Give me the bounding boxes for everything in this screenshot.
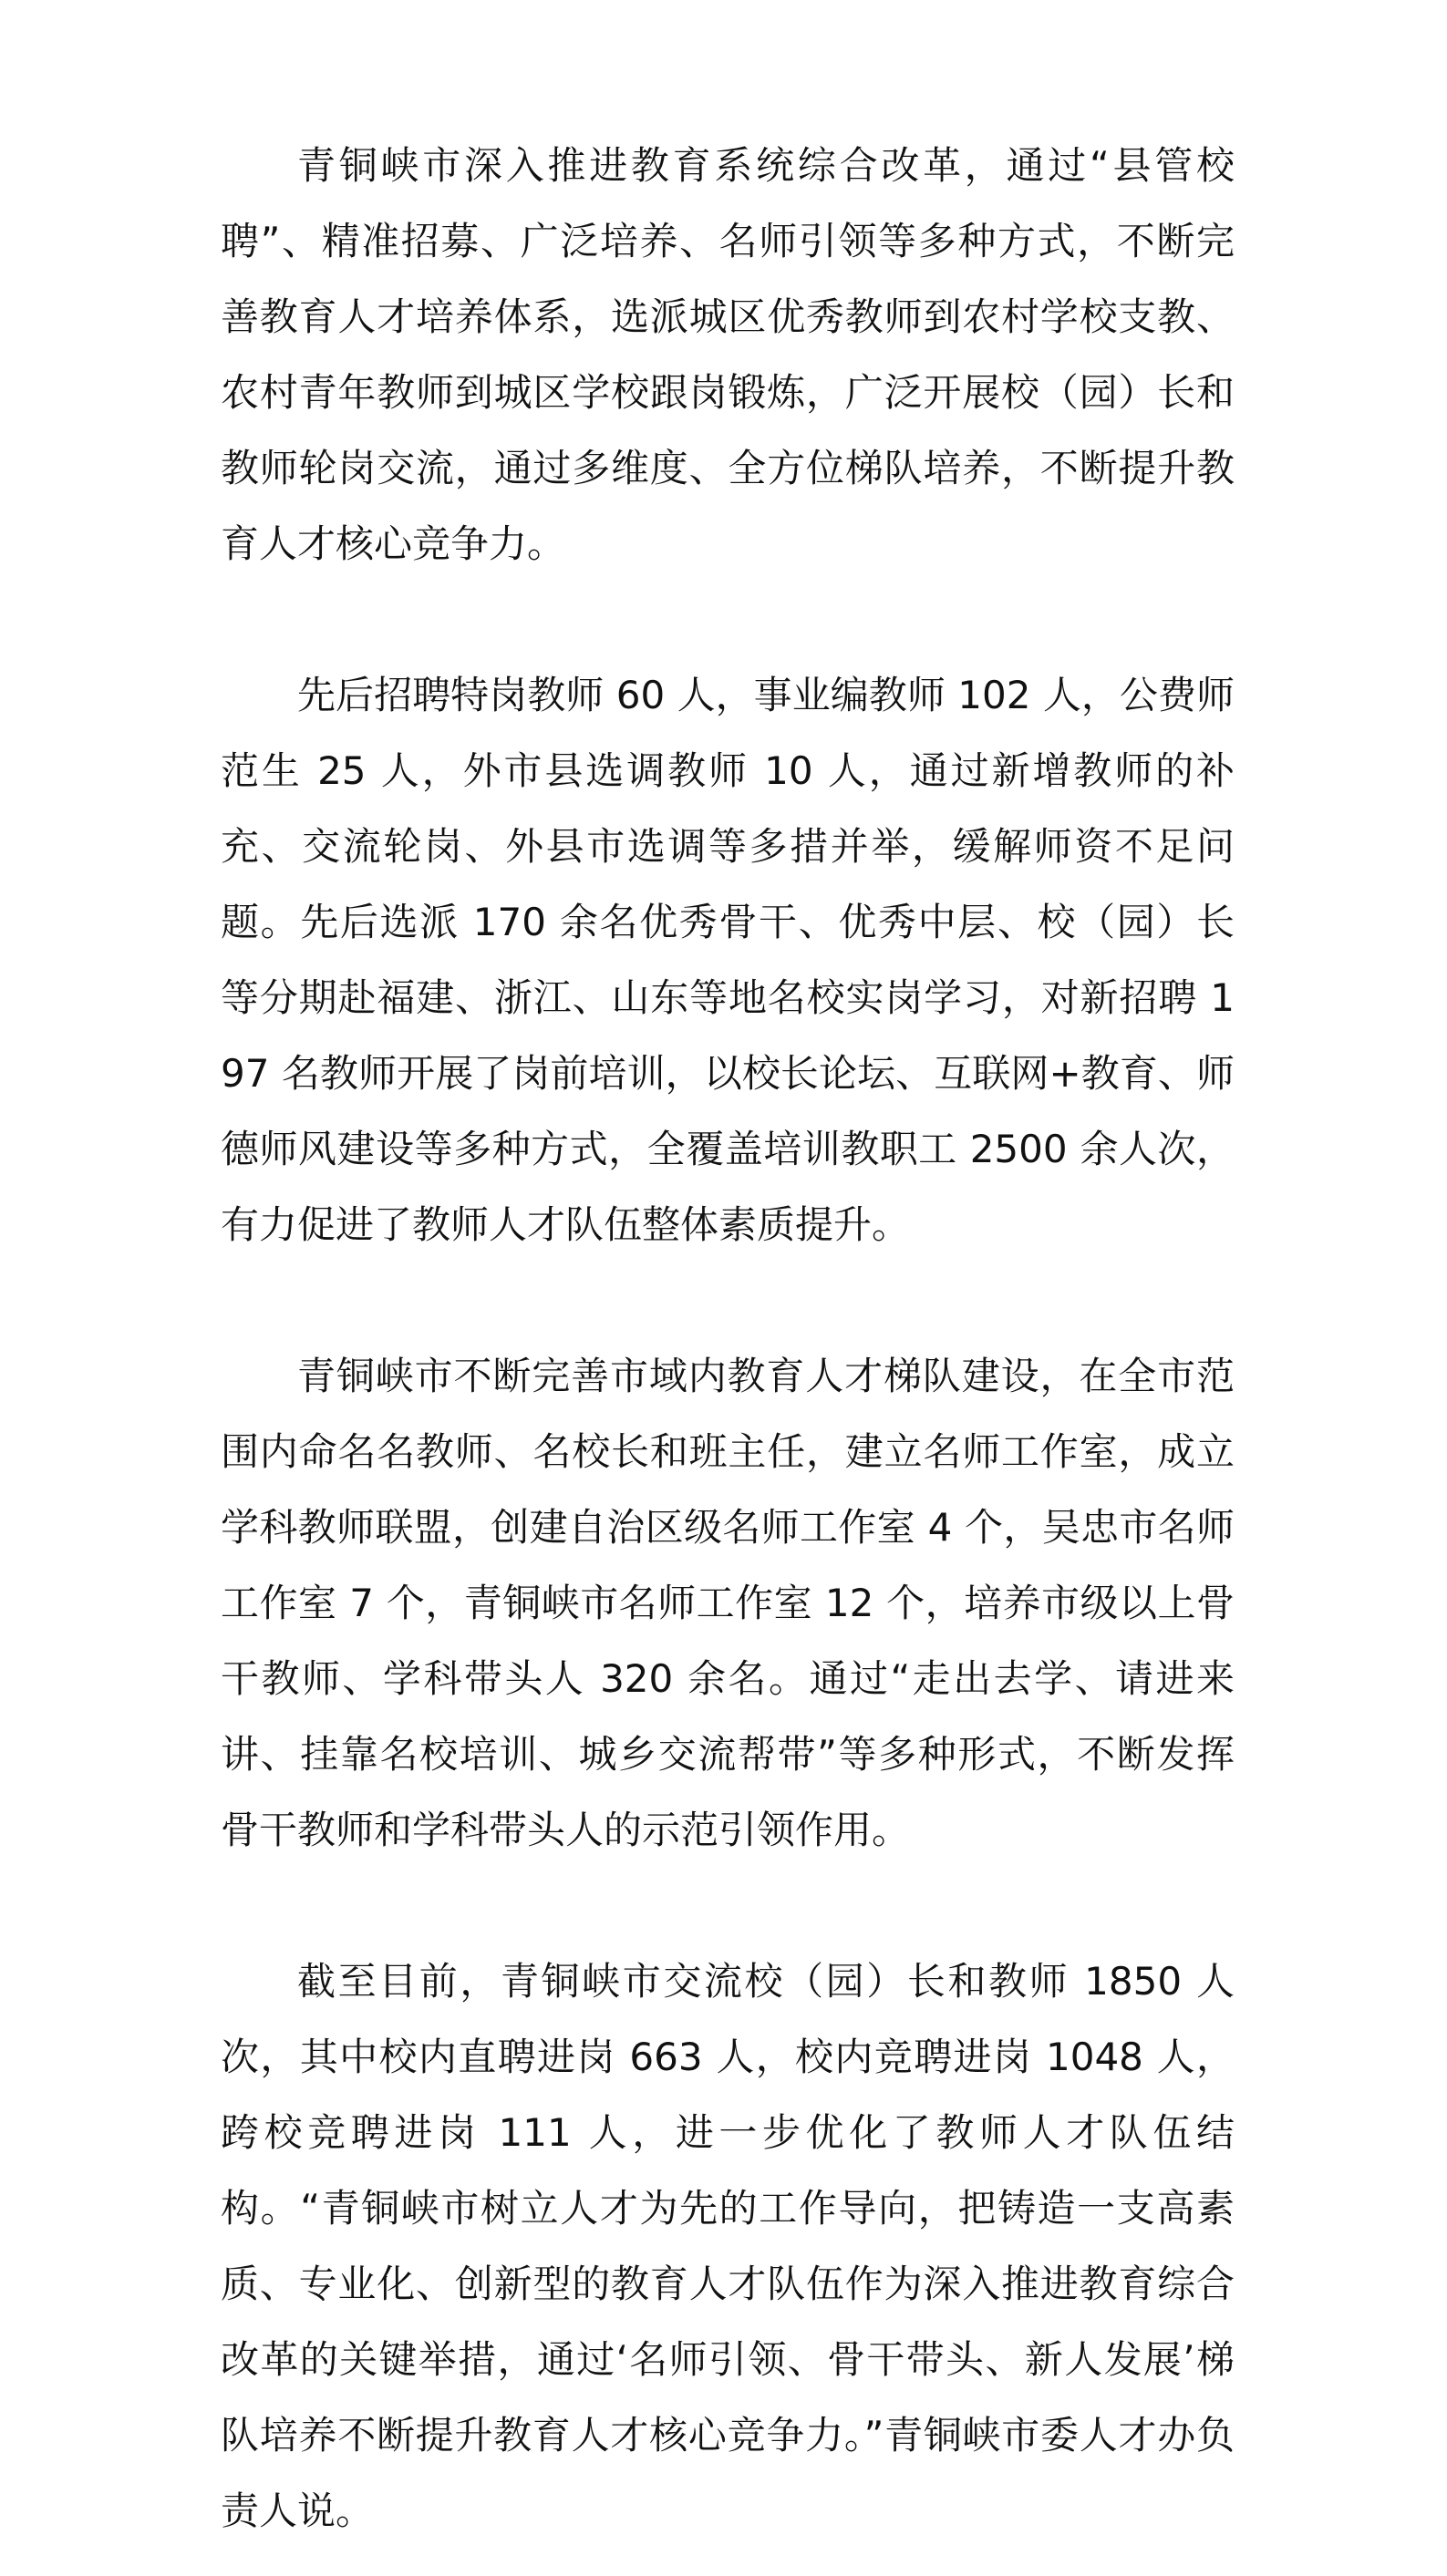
paragraph-3: 青铜峡市不断完善市域内教育人才梯队建设，在全市范围内命名名教师、名校长和班主任，建立名师工作室，成立学科教师联盟，创建自治区级名师工作室 4 个，吴忠市名师工作室 7 个，青铜峡市名师工作室 12 个，培养市级以上骨干教师、学科带头人 320 余名。通过“走出去学、请进来讲、挂靠名校培训、城乡交流帮带”等多种形式，不断发挥骨干教师和学科带头人的示范引领作用。 [221,1354,1235,1852]
article-body [221,128,1235,2549]
paragraph-2: 先后招聘特岗教师 60 人，事业编教师 102 人，公费师范生 25 人，外市县选调教师 10 人，通过新增教师的补充、交流轮岗、外县市选调等多措并举，缓解师资不足问题。先后选派 170 余名优秀骨干、优秀中层、校（园）长等分期赴福建、浙江、山东等地名校实岗学习，对新招聘 197 名教师开展了岗前培训，以校长论坛、互联网+教育、师德师风建设等多种方式，全覆盖培训教职工 2500 余人次，有力促进了教师人才队伍整体素质提升。 [221,673,1235,1247]
paragraph-4: 截至目前，青铜峡市交流校（园）长和教师 1850 人次，其中校内直聘进岗 663 人，校内竞聘进岗 1048 人，跨校竞聘进岗 111 人，进一步优化了教师人才队伍结构。“青铜峡市树立人才为先的工作导向，把铸造一支高素质、专业化、创新型的教育人才队伍作为深入推进教育综合改革的关键举措，通过‘名师引领、骨干带头、新人发展’梯队培养不断提升教育人才核心竞争力。”青铜峡市委人才办负责人说。 [221,1959,1235,2533]
paragraph-1: 青铜峡市深入推进教育系统综合改革，通过“县管校聘”、精准招募、广泛培养、名师引领等多种方式，不断完善教育人才培养体系，选派城区优秀教师到农村学校支教、农村青年教师到城区学校跟岗锻炼，广泛开展校（园）长和教师轮岗交流，通过多维度、全方位梯队培养，不断提升教育人才核心竞争力。 [221,143,1235,566]
